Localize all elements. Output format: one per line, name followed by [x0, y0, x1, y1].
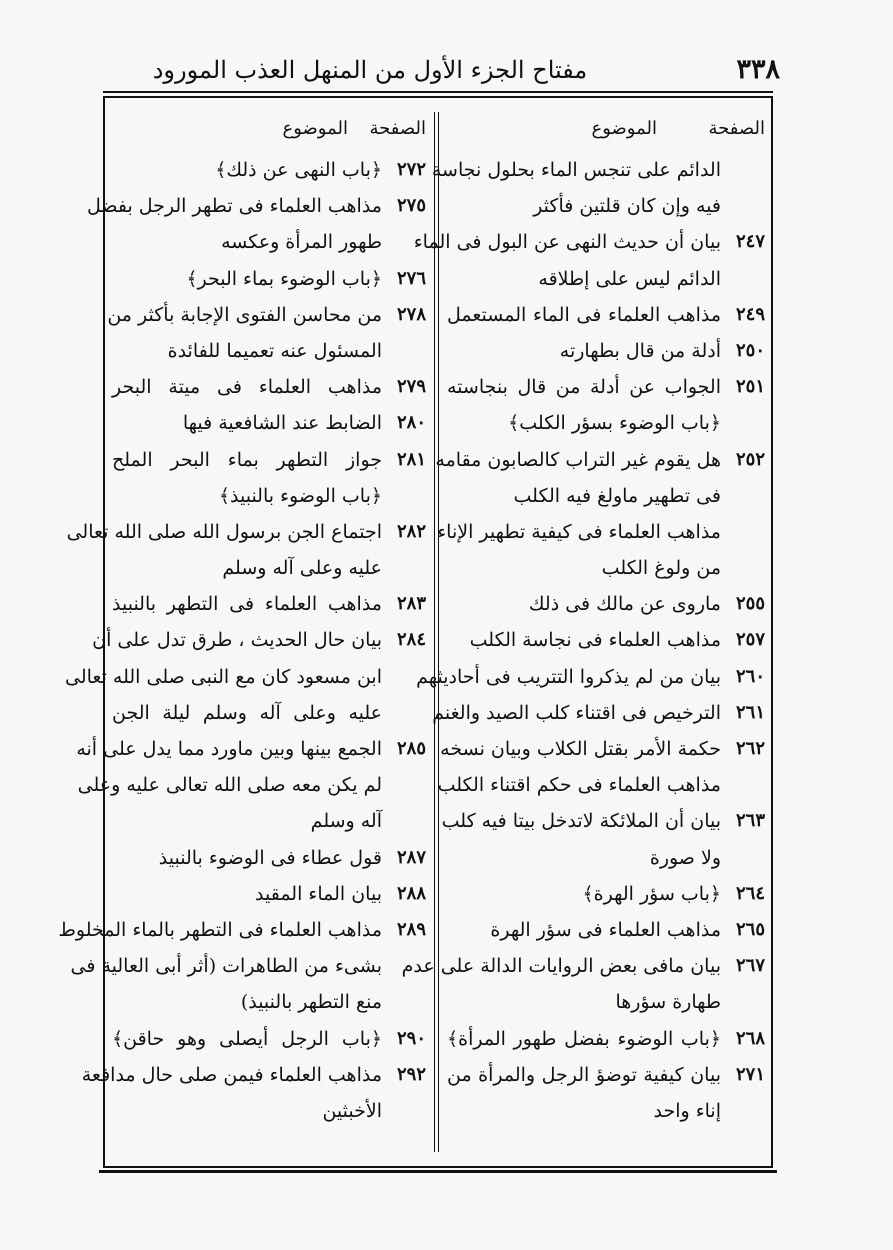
- entry-page-number: ٢٥١: [735, 376, 765, 398]
- index-entry: [445, 478, 767, 514]
- entry-topic: بيان الماء المقيد: [255, 882, 382, 905]
- entry-topic: الترخيص فى اقتناء كلب الصيد والغنم: [432, 701, 721, 724]
- entry-page-number: ٢٨٥: [396, 738, 426, 759]
- index-entry: [110, 803, 428, 839]
- index-entry: [110, 876, 428, 912]
- entry-page-number: ٢٦١: [735, 701, 765, 723]
- topic-label: الموضوع: [591, 118, 657, 139]
- entry-topic: ابن مسعود كان مع النبى صلى الله تعالى: [65, 665, 382, 688]
- entry-topic: مذاهب العلماء فى التطهر بالنبيذ: [112, 593, 382, 616]
- entry-page-number: ٢٨٢: [396, 520, 426, 542]
- entry-topic: مذاهب العلماء فى كيفية تطهير الإناء: [437, 520, 721, 543]
- entry-topic: مذاهب العلماء فى نجاسة الكلب: [469, 629, 721, 652]
- index-entry: [445, 333, 767, 369]
- index-entry: [58, 912, 428, 948]
- index-entry: [66, 514, 428, 550]
- entry-topic: ﴿باب الوضوء بالنبيذ﴾: [218, 484, 382, 507]
- index-entry: [86, 188, 428, 224]
- entry-page-number: ٢٤٩: [735, 303, 765, 325]
- entry-page-number: ٢٩٢: [396, 1063, 426, 1085]
- entry-topic: مذاهب العلماء فى الماء المستعمل: [447, 303, 721, 326]
- entry-topic: بيان حال الحديث ، طرق تدل على أن: [92, 629, 382, 652]
- index-entry: [445, 1021, 767, 1057]
- index-entry: [110, 550, 428, 586]
- entry-topic: ﴿باب النهى عن ذلك﴾: [215, 159, 382, 181]
- entry-topic: ماروى عن مالك فى ذلك: [528, 593, 721, 616]
- entry-topic: الجواب عن أدلة من قال بنجاسته: [447, 376, 721, 399]
- entry-topic: بيان كيفية توضؤ الرجل والمرأة من: [447, 1063, 721, 1086]
- index-entry: [445, 840, 767, 876]
- entry-list: [58, 152, 428, 1129]
- page-number: ٣٣٨: [736, 54, 780, 85]
- entry-page-number: ٢٨٣: [396, 593, 426, 615]
- entry-topic: فيه وإن كان قلتين فأكثر: [533, 195, 721, 218]
- entry-topic: طهور المرأة وعكسه: [221, 231, 382, 254]
- running-title: مفتاح الجزء الأول من المنهل العذب المورود: [152, 56, 588, 84]
- entry-topic: بيان مافى بعض الروايات الدالة على عدم: [401, 955, 721, 978]
- entry-topic: مذاهب العلماء فى التطهر بالماء المخلوط: [58, 918, 382, 941]
- index-entry: [441, 803, 767, 839]
- index-entry: [92, 622, 428, 658]
- index-entry: [110, 1021, 428, 1057]
- entry-topic: الضابط عند الشافعية فيها: [182, 412, 382, 435]
- index-entry: [110, 984, 428, 1020]
- index-entry: [445, 369, 767, 405]
- index-entry: [445, 1057, 767, 1093]
- index-entry: [431, 152, 767, 188]
- index-entry: [416, 659, 767, 695]
- top-rule: [103, 91, 773, 93]
- entry-topic: منع التطهر بالنبيذ): [240, 991, 382, 1014]
- column-header: [110, 112, 428, 148]
- index-entry: [77, 767, 428, 803]
- entry-topic: مذاهب العلماء فى تطهر الرجل بفضل: [86, 195, 382, 218]
- entry-topic: هل يقوم غير التراب كالصابون مقامه: [435, 448, 721, 471]
- entry-topic: بيان أن الملائكة لاتدخل بيتا فيه كلب: [441, 810, 721, 833]
- entry-topic: مذاهب العلماء فيمن صلى حال مدافعة: [81, 1063, 382, 1086]
- page-label: الصفحة: [369, 118, 426, 139]
- index-entry: [110, 695, 428, 731]
- entry-topic: الدائم ليس على إطلاقه: [538, 267, 721, 290]
- running-head: [100, 54, 780, 94]
- entry-topic: من ولوغ الكلب: [601, 557, 721, 580]
- index-entry: [437, 767, 767, 803]
- entry-topic: المسئول عنه تعميما للفائدة: [167, 339, 382, 362]
- entry-page-number: ٢٨٩: [396, 918, 426, 940]
- entry-page-number: ٢٨١: [396, 448, 426, 470]
- entry-page-number: ٢٨٧: [396, 846, 426, 868]
- entry-page-number: ٢٧٩: [396, 376, 426, 398]
- entry-topic: طهارة سؤرها: [615, 991, 721, 1014]
- index-entry: [445, 984, 767, 1020]
- entry-topic: من محاسن الفتوى الإجابة بأكثر من: [107, 303, 382, 326]
- entry-topic: ولا صورة: [649, 846, 721, 869]
- index-entry: [445, 188, 767, 224]
- index-entry: [432, 695, 767, 731]
- index-entry: [110, 152, 428, 188]
- index-entry: [110, 478, 428, 514]
- index-entry: [445, 622, 767, 658]
- entry-page-number: ٢٦٠: [735, 665, 765, 687]
- entry-topic: عليه وعلى آله وسلم ليلة الجن: [112, 701, 382, 724]
- entry-topic: بشىء من الطاهرات (أثر أبى العالية فى: [70, 955, 382, 978]
- entry-topic: ﴿باب الوضوء بماء البحر﴾: [186, 267, 382, 290]
- entry-page-number: ٢٨٤: [396, 629, 426, 651]
- entry-page-number: ٢٥٥: [735, 593, 765, 615]
- entry-page-number: ٢٧٦: [396, 267, 426, 289]
- index-entry: [110, 840, 428, 876]
- entry-page-number: ٢٧٥: [396, 195, 426, 217]
- topic-label: الموضوع: [282, 118, 348, 139]
- index-entry: [440, 731, 767, 767]
- index-entry: [437, 514, 767, 550]
- index-entry: [70, 948, 428, 984]
- entry-topic: آله وسلم: [310, 810, 382, 833]
- entry-topic: الجمع بينها وبين ماورد مما يدل على أنه: [76, 738, 382, 760]
- entry-page-number: ٢٦٧: [735, 955, 765, 977]
- entry-topic: الدائم على تنجس الماء بحلول نجاسة: [431, 159, 721, 181]
- index-entry: [110, 586, 428, 622]
- entry-topic: حكمة الأمر بقتل الكلاب وبيان نسخه: [440, 738, 721, 760]
- index-entry: [110, 1093, 428, 1129]
- index-entry: [445, 876, 767, 912]
- entry-page-number: ٢٥٠: [735, 339, 765, 361]
- index-entry: [435, 442, 767, 478]
- index-entry: [81, 1057, 428, 1093]
- index-entry: [413, 224, 767, 260]
- index-entry: [401, 948, 767, 984]
- entry-topic: ﴿باب الرجل أيصلى وهو حاقن﴾: [112, 1027, 382, 1050]
- entry-page-number: ٢٥٧: [735, 629, 765, 651]
- entry-page-number: ٢٩٠: [396, 1027, 426, 1049]
- index-entry: [445, 912, 767, 948]
- page-label: الصفحة: [708, 118, 765, 139]
- entry-page-number: ٢٧١: [735, 1063, 765, 1085]
- entry-topic: إناء واحد: [653, 1099, 721, 1122]
- entry-topic: مذاهب العلماء فى حكم اقتناء الكلب: [437, 774, 721, 797]
- entry-page-number: ٢٦٣: [735, 810, 765, 832]
- index-column-left: [58, 112, 428, 1152]
- entry-topic: جواز التطهر بماء البحر الملح: [112, 448, 382, 471]
- entry-page-number: ٢٥٢: [735, 448, 765, 470]
- entry-page-number: ٢٦٢: [735, 738, 765, 759]
- index-entry: [110, 442, 428, 478]
- entry-page-number: ٢٦٥: [735, 918, 765, 940]
- entry-topic: عليه وعلى آله وسلم: [222, 557, 382, 580]
- index-entry: [445, 1093, 767, 1129]
- column-header: [445, 112, 767, 148]
- column-divider: [434, 112, 439, 1152]
- entry-page-number: ٢٨٠: [396, 412, 426, 434]
- index-entry: [445, 586, 767, 622]
- entry-page-number: ٢٦٨: [735, 1027, 765, 1049]
- index-entry: [445, 297, 767, 333]
- entry-page-number: ٢٧٨: [396, 303, 426, 325]
- index-entry: [76, 731, 428, 767]
- entry-topic: ﴿باب سؤر الهرة﴾: [582, 882, 721, 905]
- entry-topic: لم يكن معه صلى الله تعالى عليه وعلى: [77, 774, 382, 797]
- entry-topic: فى تطهير ماولغ فيه الكلب: [513, 484, 721, 507]
- entry-topic: ﴿باب الوضوء بسؤر الكلب﴾: [508, 412, 721, 435]
- entry-topic: الأخبثين: [322, 1099, 382, 1122]
- index-entry: [110, 261, 428, 297]
- entry-topic: مذاهب العلماء فى ميتة البحر: [112, 376, 382, 399]
- index-entry: [65, 659, 428, 695]
- index-entry: [445, 405, 767, 441]
- index-entry: [107, 297, 428, 333]
- index-entry: [445, 261, 767, 297]
- index-entry: [110, 369, 428, 405]
- entry-topic: ﴿باب الوضوء بفضل طهور المرأة﴾: [447, 1027, 721, 1050]
- entry-topic: اجتماع الجن برسول الله صلى الله تعالى: [66, 520, 382, 543]
- index-entry: [445, 550, 767, 586]
- entry-topic: قول عطاء فى الوضوء بالنبيذ: [158, 846, 382, 869]
- entry-topic: بيان من لم يذكروا التتريب فى أحاديثهم: [416, 665, 721, 688]
- entry-page-number: ٢٧٢: [396, 159, 426, 180]
- entry-page-number: ٢٤٧: [735, 231, 765, 253]
- entry-topic: أدلة من قال بطهارته: [559, 339, 721, 362]
- index-entry: [110, 333, 428, 369]
- entry-page-number: ٢٦٤: [735, 882, 765, 904]
- index-entry: [110, 224, 428, 260]
- entry-topic: مذاهب العلماء فى سؤر الهرة: [490, 918, 721, 941]
- index-entry: [110, 405, 428, 441]
- entry-topic: بيان أن حديث النهى عن البول فى الماء: [413, 231, 721, 254]
- entry-page-number: ٢٨٨: [396, 882, 426, 904]
